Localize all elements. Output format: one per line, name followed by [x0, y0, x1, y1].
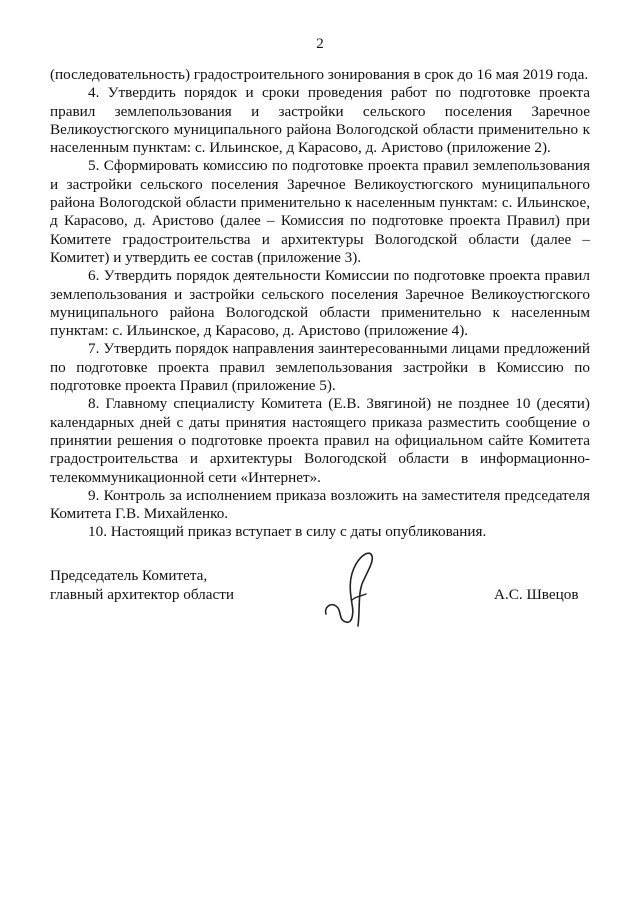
- paragraph-continuation: (последовательность) градостроительного зонирования в срок до 16 мая 2019 года.: [50, 66, 589, 83]
- signatory-title: [50, 567, 234, 604]
- paragraph-item-4: 4. Утвердить порядок и сроки проведения работ по подготовке проекта правил землепользования и застройки сельского поселения Заречное Великоустюгского муниципального района Вологодской области применительно к населенным пунктам: с. Ильинское, д Карасово, д. Аристово (приложение 2).: [50, 84, 590, 157]
- paragraph-item-5: 5. Сформировать комиссию по подготовке проекта правил землепользования и застройки сельского поселения Заречное Великоустюгского муниципального района Вологодской области применительно к населенным пунктам: с. Ильинское, д Карасово, д. Аристово (далее – Комиссия по подготовке проекта Правил) при Комитете градостроительства и архитектуры Вологодской области (далее – Комитет) и утвердить ее состав (приложение 3).: [50, 157, 590, 266]
- paragraph-item-6: 6. Утвердить порядок деятельности Комиссии по подготовке проекта правил землепользования и застройки сельского поселения Заречное Великоустюгского муниципального района Вологодской области применительно к населенным пунктам: с. Ильинское, д Карасово, д. Аристово (приложение 4).: [50, 267, 590, 340]
- paragraph-item-7: 7. Утвердить порядок направления заинтересованными лицами предложений по подготовке проекта правил землепользования застройки в Комиссию по подготовке проекта Правил (приложение 5).: [50, 340, 590, 395]
- signatory-title-line-2: главный архитектор области: [50, 585, 235, 603]
- page-number: 2: [316, 36, 324, 52]
- signatory-name: А.С. Швецов: [494, 586, 579, 603]
- paragraph-item-10: 10. Настоящий приказ вступает в силу с даты опубликования.: [88, 523, 487, 541]
- paragraph-item-8: 8. Главному специалисту Комитета (Е.В. Звягиной) не позднее 10 (десяти) календарных дней с даты принятия настоящего приказа разместить сообщение о принятии решения о подготовке проекта правил на официальном сайте Комитета градостроительства и архитектуры Вологодской области в информационно-телекоммуникационной сети «Интернет».: [50, 395, 590, 486]
- paragraph-item-9: 9. Контроль за исполнением приказа возложить на заместителя председателя Комитета Г.В. Михайленко.: [50, 486, 590, 523]
- handwritten-signature: [322, 548, 382, 630]
- signatory-title-line-1: Председатель Комитета,: [50, 567, 208, 584]
- document-body: [50, 66, 590, 542]
